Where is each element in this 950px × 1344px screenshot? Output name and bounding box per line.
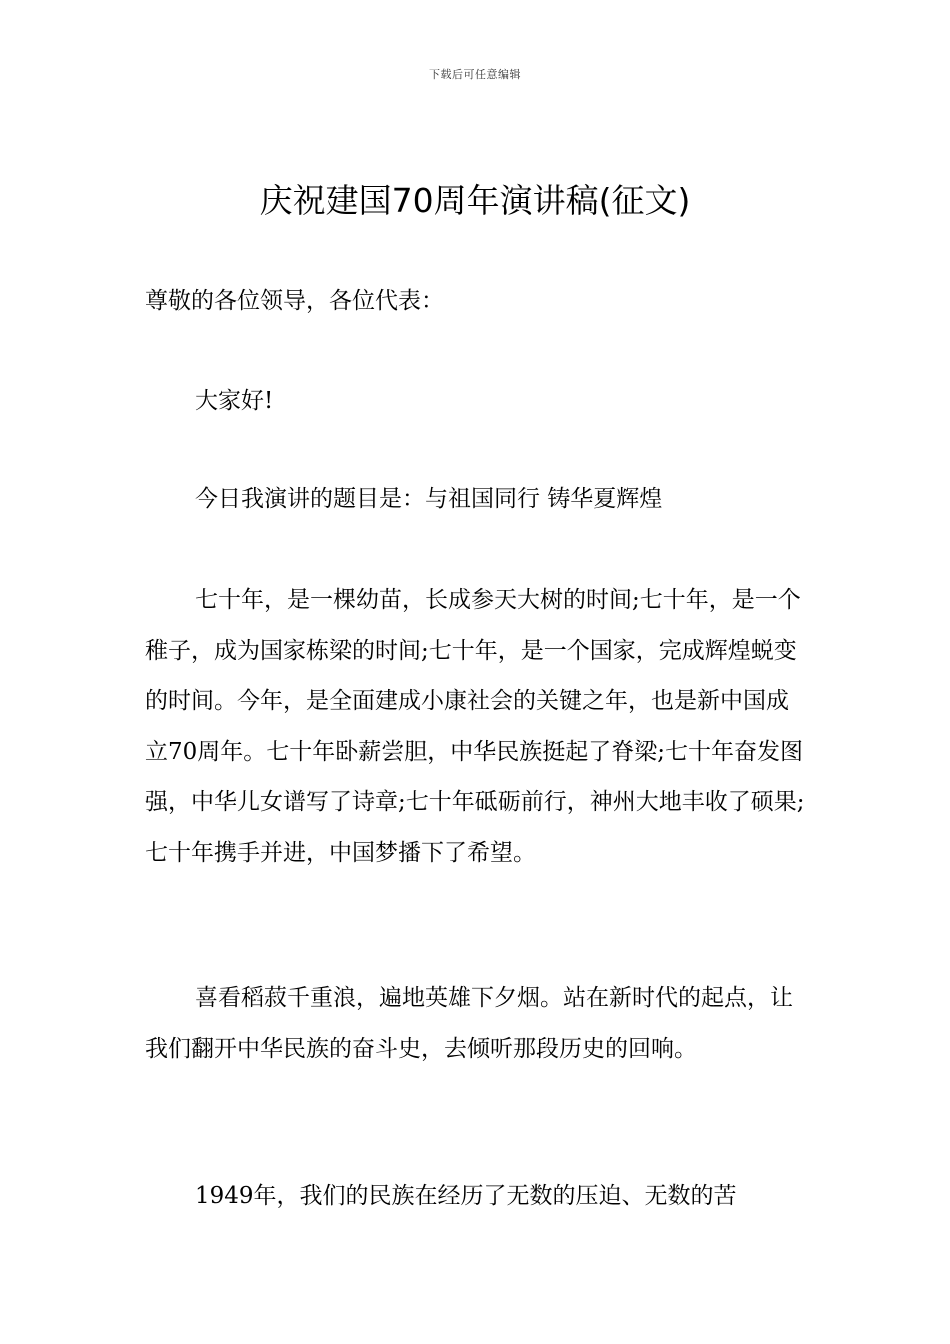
salutation: 尊敬的各位领导，各位代表： xyxy=(145,288,444,314)
paragraph-seventy-years: 七十年，是一棵幼苗，长成参天大树的时间;七十年，是一个稚子，成为国家栋梁的时间;七十年，是一个国家，完成辉煌蜕变的时间。今年，是全面建成小康社会的关键之年，也是新中国成立70周年。七十年卧薪尝胆，中华民族挺起了脊梁;七十年奋发图强，中华儿女谱写了诗章;七十年砥砺前行，神州大地丰收了硕果;七十年携手并进，中国梦播下了希望。 xyxy=(145,587,805,866)
paragraph-1949: 1949年，我们的民族在经历了无数的压迫、无数的苦 xyxy=(195,1183,737,1209)
header-note: 下载后可任意编辑 xyxy=(429,68,521,81)
document-title: 庆祝建国70周年演讲稿(征文) xyxy=(259,181,691,220)
paragraph-topic: 今日我演讲的题目是：与祖国同行 铸华夏辉煌 xyxy=(195,486,663,512)
paragraph-new-era: 喜看稻菽千重浪，遍地英雄下夕烟。站在新时代的起点，让我们翻开中华民族的奋斗史，去倾听那段历史的回响。 xyxy=(145,985,793,1062)
paragraph-greeting: 大家好! xyxy=(195,388,274,414)
